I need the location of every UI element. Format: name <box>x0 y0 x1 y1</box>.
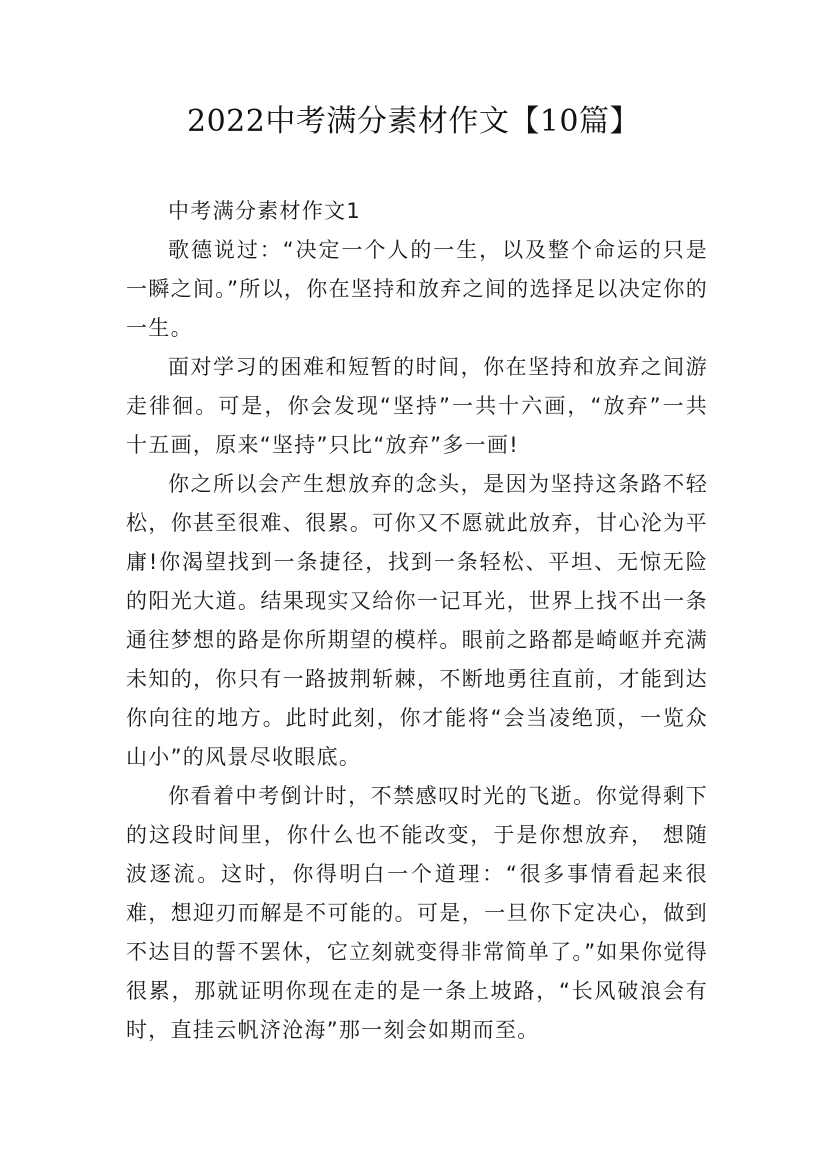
document-body <box>126 192 708 1050</box>
paragraph: 你之所以会产生想放弃的念头，是因为坚持这条路不轻松，你甚至很难、很累。可你又不愿就此放弃，甘心沦为平庸!你渴望找到一条捷径，找到一条轻松、平坦、无惊无险的阳光大道。结果现实又给你一记耳光，世界上找不出一条通往梦想的路是你所期望的模样。眼前之路都是崎岖并充满未知的，你只有一路披荆斩棘，不断地勇往直前，才能到达你向往的地方。此时此刻，你才能将“会当凌绝顶，一览众山小”的风景尽收眼底。 <box>126 472 708 769</box>
section-heading: 中考满分素材作文1 <box>168 199 362 223</box>
paragraph: 歌德说过：“决定一个人的一生，以及整个命运的只是一瞬之间。”所以，你在坚持和放弃之间的选择足以决定你的一生。 <box>126 238 708 340</box>
paragraph: 面对学习的困难和短暂的时间，你在坚持和放弃之间游走徘徊。可是，你会发现“坚持”一共十六画，“放弃”一共十五画，原来“坚持”只比“放弃”多一画! <box>126 355 708 457</box>
document-title: 2022中考满分素材作文【10篇】 <box>186 104 641 139</box>
paragraph: 你看着中考倒计时，不禁感叹时光的飞逝。你觉得剩下的这段时间里，你什么也不能改变，于是你想放弃， 想随波逐流。这时，你得明白一个道理：“很多事情看起来很难，想迎刃而解是不可能的。可是，一旦你下定决心，做到不达目的誓不罢休，它立刻就变得非常简单了。”如果你觉得很累，那就证明你现在走的是一条上坡路，“长风破浪会有时，直挂云帆济沧海”那一刻会如期而至。 <box>126 784 708 1042</box>
